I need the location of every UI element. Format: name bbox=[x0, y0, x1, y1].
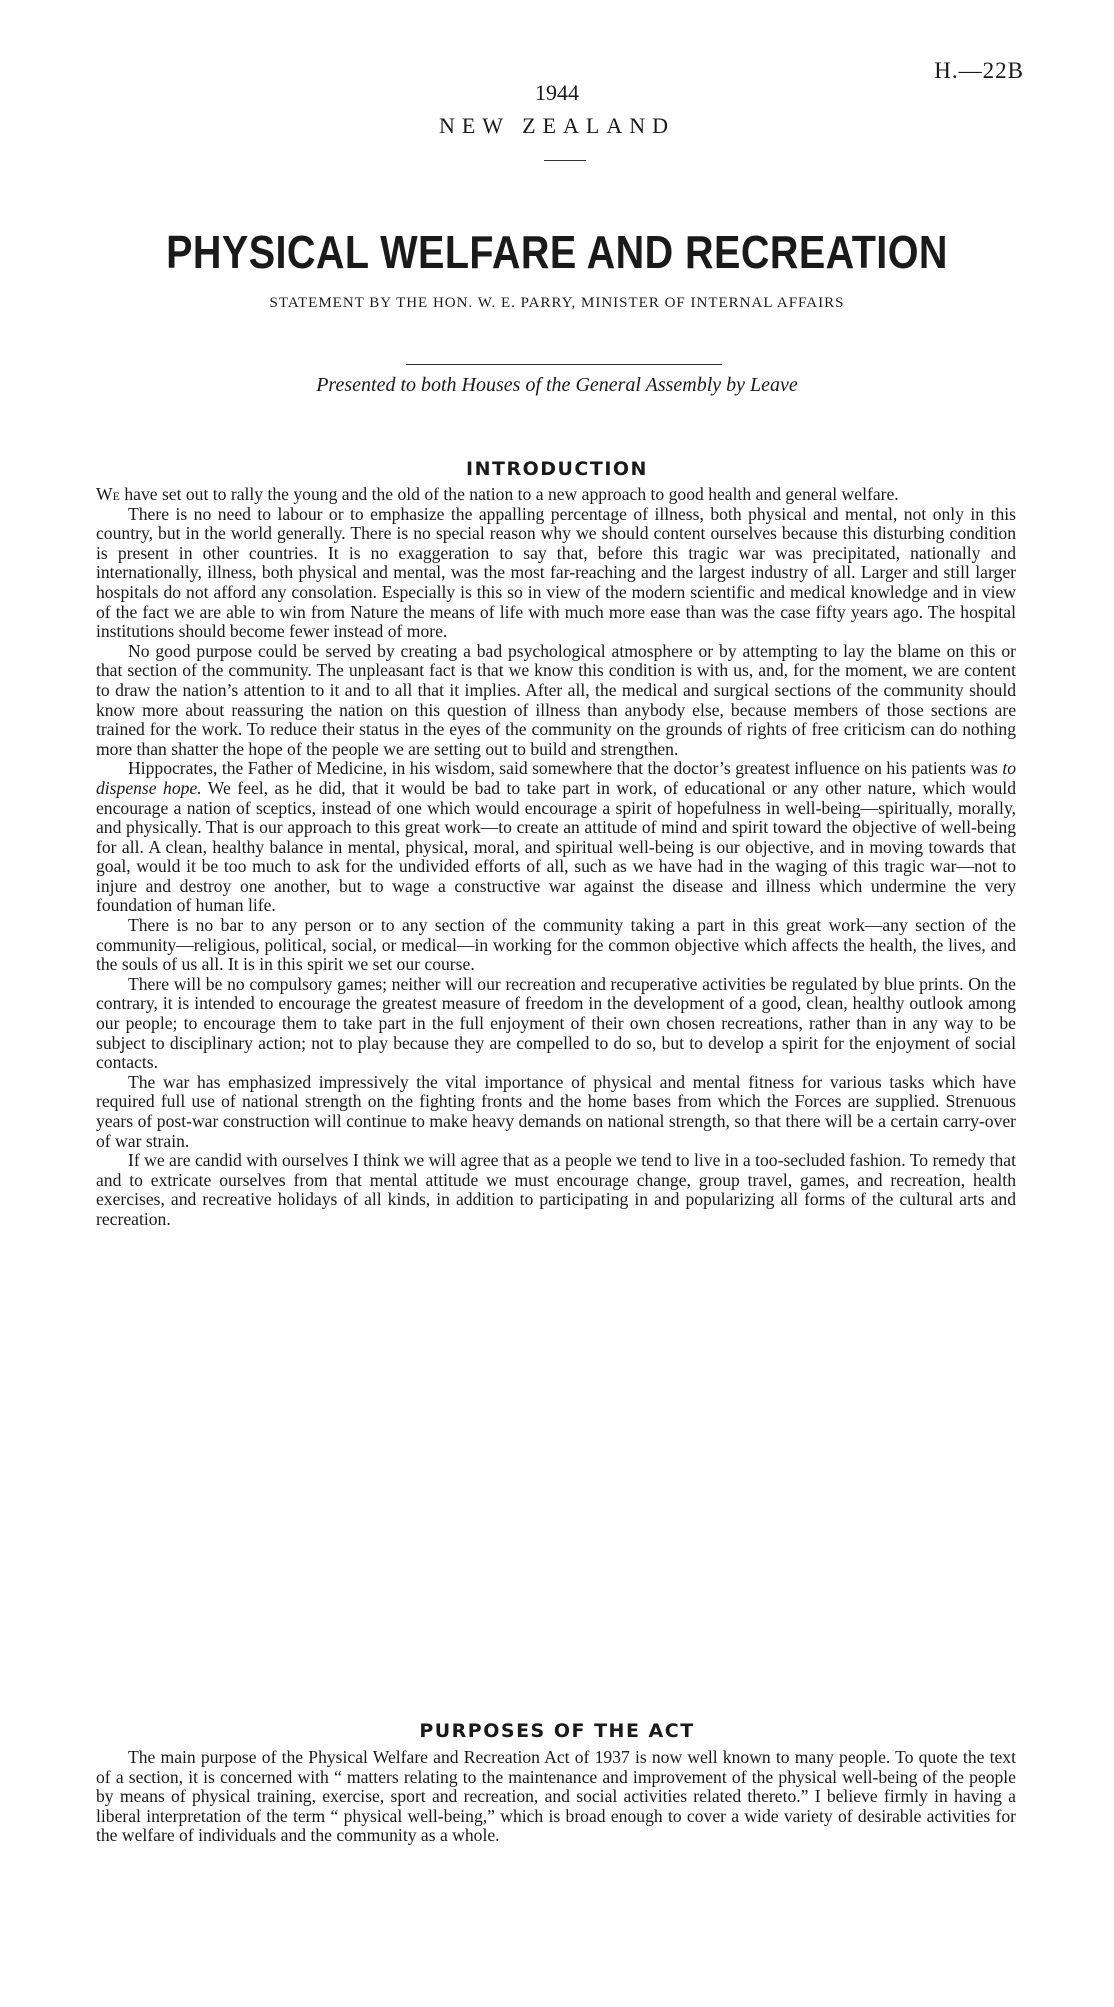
emphasis-text: to dispense hope. bbox=[96, 758, 1016, 798]
paragraph-text: We feel, as he did, that it would be bad to take part in work, of educational or any other nature, which would encourage a nation of sceptics, instead of one which would encourage a spirit of hopefulness in well-being—spiritually, morally, and physically. That is our approach to this great work—to create an attitude of mind and spirit toward the objective of well-being for all. A clean, healthy balance in mental, physical, moral, and spiritual well-being is our objective, and in moving towards that goal, would it be too much to ask for the undivided efforts of all, such as we have had in the waging of this tragic war—not to injure and destroy one another, but to wage a constructive war against the disease and illness which undermine the very foundation of human life. bbox=[96, 777, 1016, 916]
paragraph bbox=[96, 759, 1016, 916]
paragraph: No good purpose could be served by creating a bad psychological atmosphere or by attempting to lay the blame on this or that section of the community. The unpleasant fact is that we know this condition is with us, and, for the moment, we are content to draw the nation’s attention to it and to all that it implies. After all, the medical and surgical sections of the community should know more about reassuring the nation on this question of illness than anybody else, because members of those sections are trained for the work. To reduce their status in the eyes of the community on the grounds of rights of free criticism can do nothing more than shatter the hope of the people we are setting out to build and strengthen. bbox=[96, 640, 1016, 759]
paragraph bbox=[96, 485, 1016, 505]
divider-medium bbox=[406, 364, 722, 365]
paragraph: There will be no compulsory games; neither will our recreation and recuperative activities be regulated by blue prints. On the contrary, it is intended to encourage the greatest measure of freedom in the development of a good, clean, healthy outlook among our people; to encourage them to take part in the full enjoyment of their own chosen recreations, rather than in any way to be subject to disciplinary action; not to play because they are compelled to do so, but to develop a spirit for the enjoyment of social contacts. bbox=[96, 973, 1016, 1073]
purposes-body bbox=[96, 1748, 1016, 1846]
presented-line: Presented to both Houses of the General Assembly by Leave bbox=[316, 374, 798, 396]
paragraph: If we are candid with ourselves I think we will agree that as a people we tend to live in a too-secluded fashion. To remedy that and to extricate ourselves from that mental attitude we must encourage change, group travel, games, and recreation, health exercises, and recreative holidays of all kinds, in addition to participating in and popularizing all forms of the cultural arts and recreation. bbox=[96, 1150, 1016, 1229]
document-year: 1944 bbox=[535, 80, 579, 105]
document-reference: H.—22B bbox=[934, 58, 1024, 83]
purposes-heading: PURPOSES OF THE ACT bbox=[419, 1720, 695, 1742]
opening-word: We bbox=[96, 484, 120, 504]
paragraph-text: Hippocrates, the Father of Medicine, in his wisdom, said somewhere that the doctor’s greatest influence on his patients was bbox=[128, 758, 1003, 779]
paragraph: The war has emphasized impressively the vital importance of physical and mental fitness for various tasks which have required full use of national strength on the fighting fronts and the home bases from which the Forces are supplied. Strenuous years of post-war construction will continue to make heavy demands on national strength, so that there will be a certain carry-over of war strain. bbox=[96, 1071, 1016, 1151]
introduction-heading: INTRODUCTION bbox=[466, 458, 648, 480]
document-title: PHYSICAL WELFARE AND RECREATION bbox=[166, 226, 948, 278]
paragraph: The main purpose of the Physical Welfare and Recreation Act of 1937 is now well known to many people. To quote the text of a section, it is concerned with “ matters relating to the maintenance and improvement of the physical well-being of the people by means of physical training, exercise, sport and recreation, and social activities related thereto.” I believe firmly in having a liberal interpretation of the term “ physical well-being,” which is broad enough to cover a wide variety of desirable activities for the welfare of individuals and the community as a whole. bbox=[96, 1747, 1016, 1846]
divider-short bbox=[544, 160, 586, 161]
introduction-body bbox=[96, 485, 1016, 1230]
document-country: NEW ZEALAND bbox=[438, 113, 676, 138]
paragraph: There is no bar to any person or to any section of the community taking a part in this great work—any section of the community—religious, political, social, or medical—in working for the common objective which affects the health, the lives, and the souls of us all. It is in this spirit we set our course. bbox=[96, 915, 1016, 975]
paragraph: There is no need to labour or to emphasize the appalling percentage of illness, both physical and mental, not only in this country, but in the world generally. There is no special reason why we should content ourselves because this disturbing condition is present in other countries. It is no exaggeration to say that, before this tragic war was precipitated, nationally and internationally, illness, both physical and mental, was the most far-reaching and the largest industry of all. Larger and still larger hospitals do not afford any consolation. Especially is this so in view of the modern scientific and medical knowledge and in view of the fact we are able to win from Nature the means of life with much more ease than was the case fifty years ago. The hospital institutions should become fewer instead of more. bbox=[96, 503, 1016, 642]
paragraph-text: have set out to rally the young and the old of the nation to a new approach to good health and general welfare. bbox=[119, 484, 899, 504]
statement-line: STATEMENT BY THE HON. W. E. PARRY, MINISTER OF INTERNAL AFFAIRS bbox=[269, 295, 845, 311]
